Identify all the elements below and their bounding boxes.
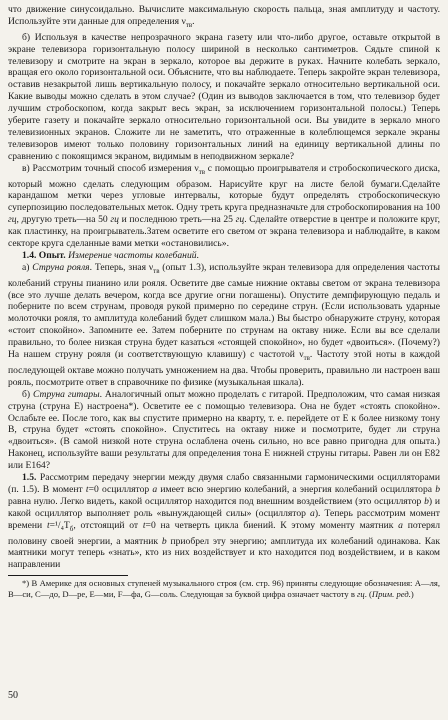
text-run: . Сделайте отверстие в центре и положите круг, как пластинку, на проигрыватель.Затем осветите его светом от экрана телевизора и наблюдайте, в каком секторе круга сделанные вами метки «остановились». [8, 214, 440, 250]
text-run: и последнюю треть—на 25 [118, 214, 236, 226]
italic-text: b [424, 495, 429, 507]
bold-text: 1.5. [22, 472, 40, 484]
page-number: 50 [8, 690, 18, 701]
paragraph-6c-strobe-disk [8, 163, 440, 250]
text-run: ) [410, 588, 414, 599]
paragraph-continuation [8, 4, 440, 32]
text-run: . ( [364, 588, 372, 599]
section-heading-1-4 [8, 250, 440, 262]
text-run: Рассмотрим передачу энергии между двумя слабо связанными гармоническими осцилляторами (п. 1.5). В момент [8, 472, 440, 495]
text-run: равна нулю. Легко видеть, какой осциллятор находится под внешним воздействием (это осциллятор [8, 495, 425, 507]
text-run: в) Рассмотрим точный способ измерения ν [22, 162, 199, 174]
italic-text: гц [357, 588, 365, 599]
subscript-text: б [69, 525, 74, 533]
text-run: с помощью проигрывателя и стробоскопического диска, который можно сделать следующим образом. Нарисуйте круг на листе белой бумаги.Сделайте карандашом метки через угловые интервалы, которые будут определять стробоскопическую суперпозицию последовательных меток. Одну треть круга предназначьте для стробоскопирования на 100 [8, 162, 441, 214]
text-run: *) В Америке для основных ступеней музыкального строя (см. стр. 96) приняты следующие обозначения: A—ля, B—си, C—до, D—ре, E—ми, F—фа, G—соль. Следующая за буквой цифра означает частоту в [8, 578, 440, 599]
text-run: =¹/₄T [49, 519, 70, 531]
text-run: =0 осциллятор [88, 483, 153, 495]
text-run: приобрел эту энергию; амплитуда их колебаний одинакова. Как маятники могут теперь «знать», кто из них воздействует и кто находится под воздействием, и в каком направлении [8, 535, 440, 571]
italic-text: Прим. ред. [371, 588, 411, 599]
text-run: б) Используя в качестве непрозрачного экрана газету или что-либо другое, оставьте открытой в экране телевизора горизонтальную полосу шириной в несколько сантиметров. Сядьте спиной к телевизору и смотрите на экран в зеркало, которое вы держите в руках. Начните колебать зеркало, вращая его около горизонтальной оси. Объясните, что вы наблюдаете. Теперь закройте экран телевизора, оставив незакрытой лишь вертикальную полосу, и покачайте зеркало относительно вертикальной оси. Какие выводы можно сделать в этом случае? (Один из выводов заключается в том, что телевизор будет лучшим стробоскопом, когда закрыт весь экран, за исключением горизонтальной полосы.) Теперь уберите газету и покачайте зеркало относительно горизонтальной оси. Вы увидите в зеркало много телевизионных экранов. Сложите ли не заметить, что отраженные в колеблющемся зеркале экраны телевизоров имеют только половину горизонтальных линий на единицу вертикальной длины по сравнению с покоящимся экраном, видимым в неподвижном зеркале? [8, 31, 440, 162]
italic-text: Струна рояля [32, 261, 90, 273]
italic-text: t [85, 483, 89, 495]
italic-text: t [142, 519, 146, 531]
text-run: имеет всю энергию колебаний, а энергия колебаний осциллятора [157, 483, 436, 495]
text-run: потерял половину своей энергии, а маятник [8, 519, 440, 547]
text-run: что движение синусоидально. Вычислите максимальную скорость пальца, зная амплитуду и частоту. Используйте эти данные для определения ν [8, 4, 440, 27]
paragraph-6b-tv-mirror [8, 32, 440, 163]
text-run: , другую треть—на 50 [16, 214, 111, 226]
italic-text: гц [235, 214, 245, 226]
text-run: а) [22, 261, 33, 273]
subscript-text: тв [303, 355, 310, 362]
paragraph-1-5-coupled-oscillators [8, 472, 440, 571]
italic-text: гц [8, 214, 17, 226]
text-run: , отстоящий от [73, 519, 143, 531]
subscript-text: тв [153, 267, 160, 275]
subscript-text: тв [198, 168, 205, 176]
text-run: ) и какой осциллятор выполняет роль «вынуждающей силы» (осциллятор [8, 495, 440, 519]
text-run: ). Теперь рассмотрим момент времени [8, 507, 440, 531]
italic-text: b [435, 483, 441, 495]
paragraph-guitar-string [8, 389, 440, 472]
text-run: =0 на четверть цикла биений. К этому моменту маятник [145, 519, 399, 531]
italic-text: a [152, 483, 158, 495]
text-run: . Частоту этой ноты в каждой последующей октаве можно получать умножением на два. Чтобы проверить, правильно ли настроен ваш рояль, посмотрите ответ в справочнике по физике (музыкальная шкала). [8, 349, 440, 388]
italic-text: Струна гитары [33, 388, 100, 400]
italic-text: a [398, 519, 403, 531]
text-run: . Аналогичный опыт можно проделать с гитарой. Предположим, что самая низкая струна (струна E) настроена*). Осветите ее с помощью телевизора. Она не будет «стоять спокойно». Ослабьте ее. После того, как вы спустите примерно на кварту, т. е. перейдете от E к более низкому тону B, струна будет «стоять спокойно». Спуститесь на октаву ниже и посмотрите, будет ли струна «двоиться». (В самой низкой ноте струна ослаблена очень сильно, но все равно пригодна для опыта.) Наконец, используйте ваши результаты для определения тона E нижней струны гитары. Равен ли он E82 или E164? [8, 388, 440, 472]
footnote [8, 578, 440, 599]
text-run: б) [22, 388, 34, 400]
text-run: . [192, 15, 195, 27]
italic-text: Измерение частоты колебаний [68, 249, 197, 261]
italic-text: t [46, 519, 50, 531]
footnote-divider [8, 575, 128, 576]
text-run: . [196, 249, 199, 261]
bold-text: 1.4. Опыт. [22, 249, 69, 261]
text-run: . Теперь, зная ν [89, 261, 154, 273]
italic-text: гц [110, 214, 119, 226]
subscript-text: тв [185, 21, 193, 29]
main-text [8, 4, 440, 571]
italic-text: b [161, 535, 167, 547]
italic-text: a [310, 507, 315, 519]
paragraph-piano-string [8, 262, 440, 389]
text-run: (опыт 1.3), используйте экран телевизора для определения частоты колебаний струны пианино или рояля. Осветите две самые нижние октавы светом от экрана телевизора (все это лучше делать вечером, когда все другие огни погашены). Опустите демпфирующую педаль и поберните по всем струнам, проводя рукой примерно по середине струн. (Если использовать ударные молоточки рояля, то амплитуда колебаний будет слишком мала.) Вы быстро обнаружите струну, которая «стоит спокойно». Запомните ее. Затем поберните по струнам на октаву ниже. Если вы все сделали правильно, то более низкая струна будет казаться «стоящей спокойно», но будет «двоиться». (Почему?) На нашем струну рояля (и соответствующую клавишу) с частотой ν [8, 261, 440, 361]
